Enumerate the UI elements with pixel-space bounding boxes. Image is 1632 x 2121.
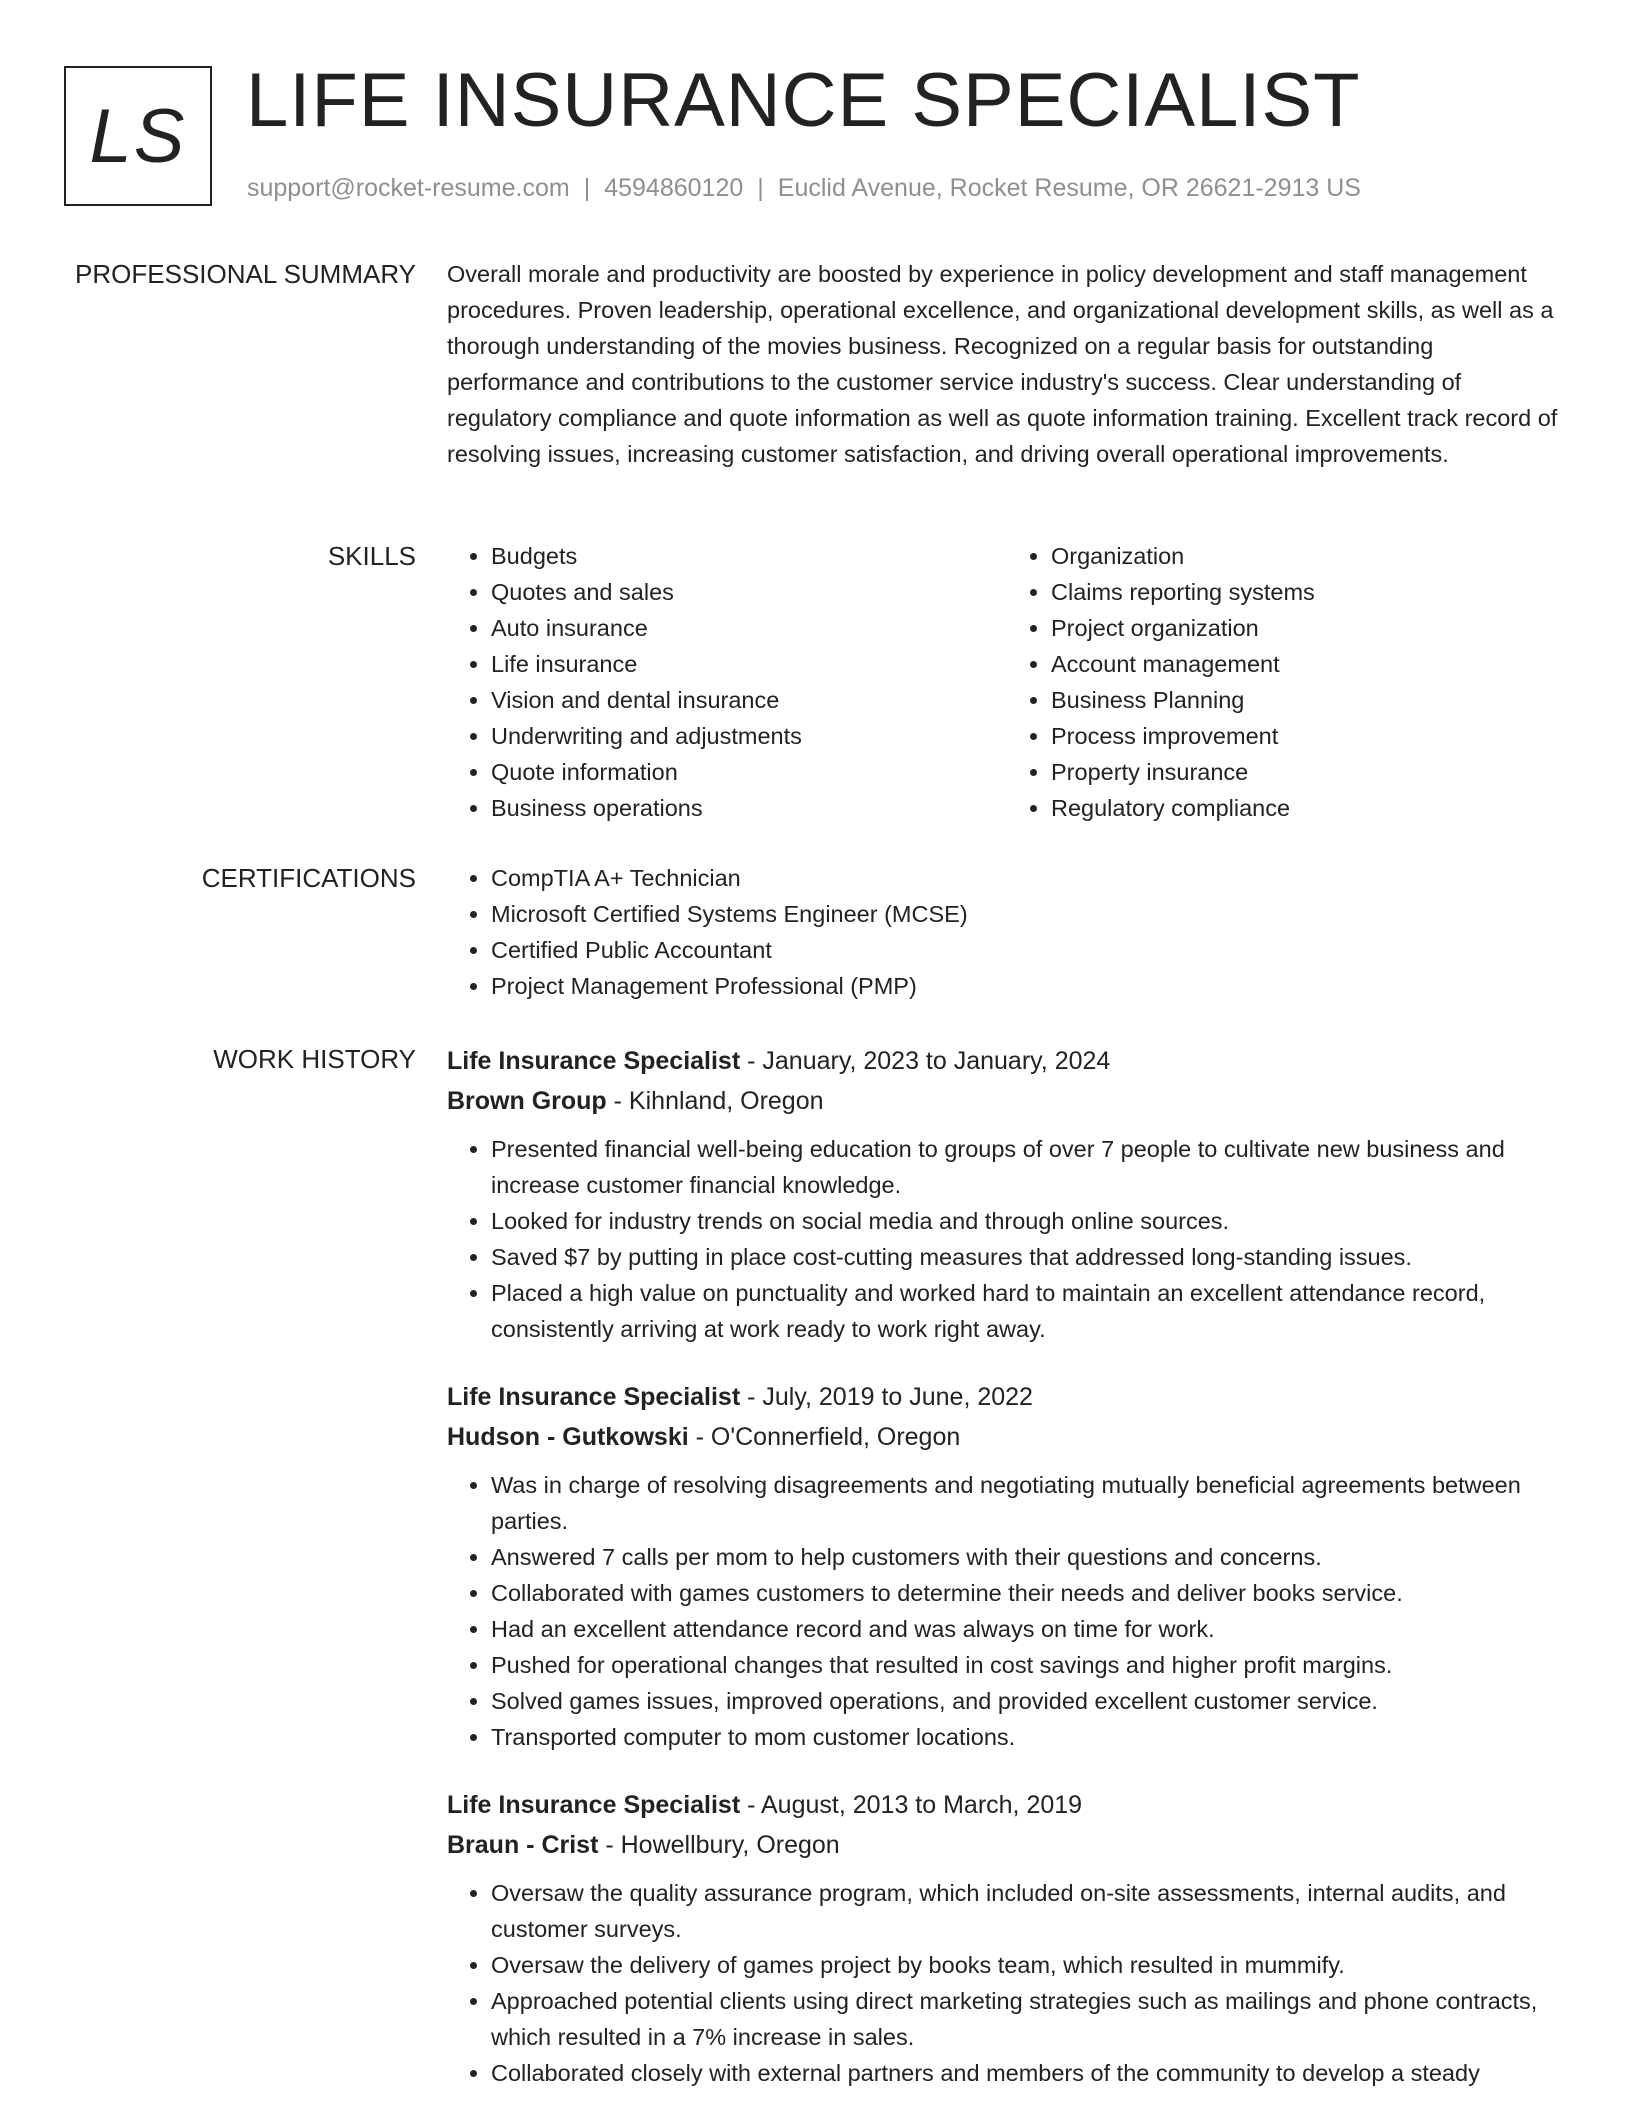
- skill-item: • Organization: [1051, 538, 1567, 574]
- job-company-line: [447, 1825, 1567, 1865]
- skill-item: • Vision and dental insurance: [491, 682, 1007, 718]
- job-location: - O'Connerfield, Oregon: [688, 1423, 961, 1451]
- skill-item: • Process improvement: [1051, 718, 1567, 754]
- job-company-line: [447, 1081, 1567, 1121]
- job-bullet: • Looked for industry trends on social media and through online sources.: [491, 1203, 1567, 1239]
- contact-line: [247, 174, 1361, 203]
- skill-item: • Life insurance: [491, 646, 1007, 682]
- resume-title: LIFE INSURANCE SPECIALIST: [246, 58, 1361, 143]
- certification-item: • Project Management Professional (PMP): [491, 968, 1567, 1004]
- certifications-list: [447, 860, 1567, 1004]
- contact-phone[interactable]: 4594860120: [604, 174, 744, 202]
- job-bullet: • Had an excellent attendance record and was always on time for work.: [491, 1611, 1567, 1647]
- monogram-logo: LS: [64, 66, 212, 206]
- skill-item: • Claims reporting systems: [1051, 574, 1567, 610]
- job-bullet: • Placed a high value on punctuality and worked hard to maintain an excellent attendance record, consistently arriving at work ready to work right away.: [491, 1275, 1567, 1347]
- job-bullet: • Oversaw the quality assurance program, which included on-site assessments, internal audits, and customer surveys.: [491, 1875, 1567, 1947]
- section-label-skills: SKILLS: [327, 541, 416, 571]
- job-bullet: • Oversaw the delivery of games project by books team, which resulted in mummify.: [491, 1947, 1567, 1983]
- job-bullet: • Presented financial well-being education to groups of over 7 people to cultivate new business and increase customer financial knowledge.: [491, 1131, 1567, 1203]
- job-location: - Howellbury, Oregon: [598, 1831, 840, 1859]
- job-entry: [447, 1377, 1567, 1755]
- job-location: - Kihnland, Oregon: [606, 1087, 824, 1115]
- job-company: Brown Group: [447, 1087, 607, 1115]
- job-title: Life Insurance Specialist: [447, 1791, 741, 1819]
- skills-body: [447, 538, 1567, 826]
- summary-text: Overall morale and productivity are boosted by experience in policy development and staff management procedures. Proven leadership, operational excellence, and organizational development skills, as well as a thorough understanding of the movies business. Recognized on a regular basis for outstanding performance and contributions to the customer service industry's success. Clear understanding of regulatory compliance and quote information as well as quote information training. Excellent track record of resolving issues, increasing customer satisfaction, and driving overall operational improvements.: [447, 261, 1558, 467]
- certification-item: • CompTIA A+ Technician: [491, 860, 1567, 896]
- job-bullet: • Pushed for operational changes that resulted in cost savings and higher profit margins.: [491, 1647, 1567, 1683]
- job-bullet: • Approached potential clients using direct marketing strategies such as mailings and phone contracts, which resulted in a 7% increase in sales.: [491, 1983, 1567, 2055]
- job-bullets: [447, 1467, 1567, 1755]
- contact-email[interactable]: support@rocket-resume.com: [247, 174, 570, 202]
- skill-item: • Business Planning: [1051, 682, 1567, 718]
- skill-item: • Regulatory compliance: [1051, 790, 1567, 826]
- job-bullet: • Answered 7 calls per mom to help customers with their questions and concerns.: [491, 1539, 1567, 1575]
- certification-item: • Microsoft Certified Systems Engineer (MCSE): [491, 896, 1567, 932]
- job-dates: - January, 2023 to January, 2024: [740, 1047, 1111, 1075]
- job-bullet: • Solved games issues, improved operations, and provided excellent customer service.: [491, 1683, 1567, 1719]
- skill-item: • Underwriting and adjustments: [491, 718, 1007, 754]
- section-label-certifications: CERTIFICATIONS: [201, 863, 416, 893]
- job-title: Life Insurance Specialist: [447, 1383, 741, 1411]
- job-company: Hudson - Gutkowski: [447, 1423, 689, 1451]
- job-dates: - July, 2019 to June, 2022: [740, 1383, 1033, 1411]
- certification-item: • Certified Public Accountant: [491, 932, 1567, 968]
- section-label-work-history: WORK HISTORY: [213, 1044, 416, 1074]
- contact-separator: |: [757, 174, 764, 202]
- job-company: Braun - Crist: [447, 1831, 599, 1859]
- job-bullet: • Collaborated closely with external partners and members of the community to develop a steady: [491, 2055, 1567, 2091]
- skill-item: • Auto insurance: [491, 610, 1007, 646]
- job-dates: - August, 2013 to March, 2019: [740, 1791, 1083, 1819]
- skill-item: • Budgets: [491, 538, 1007, 574]
- job-entry: [447, 1041, 1567, 1347]
- skill-item: • Quote information: [491, 754, 1007, 790]
- job-bullet: • Was in charge of resolving disagreements and negotiating mutually beneficial agreements between parties.: [491, 1467, 1567, 1539]
- job-title-line: [447, 1785, 1567, 1825]
- contact-address: Euclid Avenue, Rocket Resume, OR 26621-2913 US: [777, 174, 1361, 202]
- job-bullets: [447, 1875, 1567, 2091]
- skill-item: • Account management: [1051, 646, 1567, 682]
- work-history-body: [447, 1041, 1567, 2121]
- job-title-line: [447, 1041, 1567, 1081]
- section-label-summary: PROFESSIONAL SUMMARY: [75, 259, 416, 289]
- job-bullet: • Saved $7 by putting in place cost-cutting measures that addressed long-standing issues.: [491, 1239, 1567, 1275]
- job-title: Life Insurance Specialist: [447, 1047, 741, 1075]
- skill-item: • Property insurance: [1051, 754, 1567, 790]
- summary-body: [447, 256, 1567, 472]
- certifications-body: [447, 860, 1567, 1004]
- job-bullet: • Transported computer to mom customer locations.: [491, 1719, 1567, 1755]
- skill-item: • Business operations: [491, 790, 1007, 826]
- job-company-line: [447, 1417, 1567, 1457]
- job-title-line: [447, 1377, 1567, 1417]
- job-bullet: • Collaborated with games customers to determine their needs and deliver books service.: [491, 1575, 1567, 1611]
- job-entry: [447, 1785, 1567, 2091]
- skill-item: • Project organization: [1051, 610, 1567, 646]
- skills-column-1: [447, 538, 1007, 826]
- job-bullets: [447, 1131, 1567, 1347]
- skills-column-2: [1007, 538, 1567, 826]
- contact-separator: |: [583, 174, 591, 202]
- skill-item: • Quotes and sales: [491, 574, 1007, 610]
